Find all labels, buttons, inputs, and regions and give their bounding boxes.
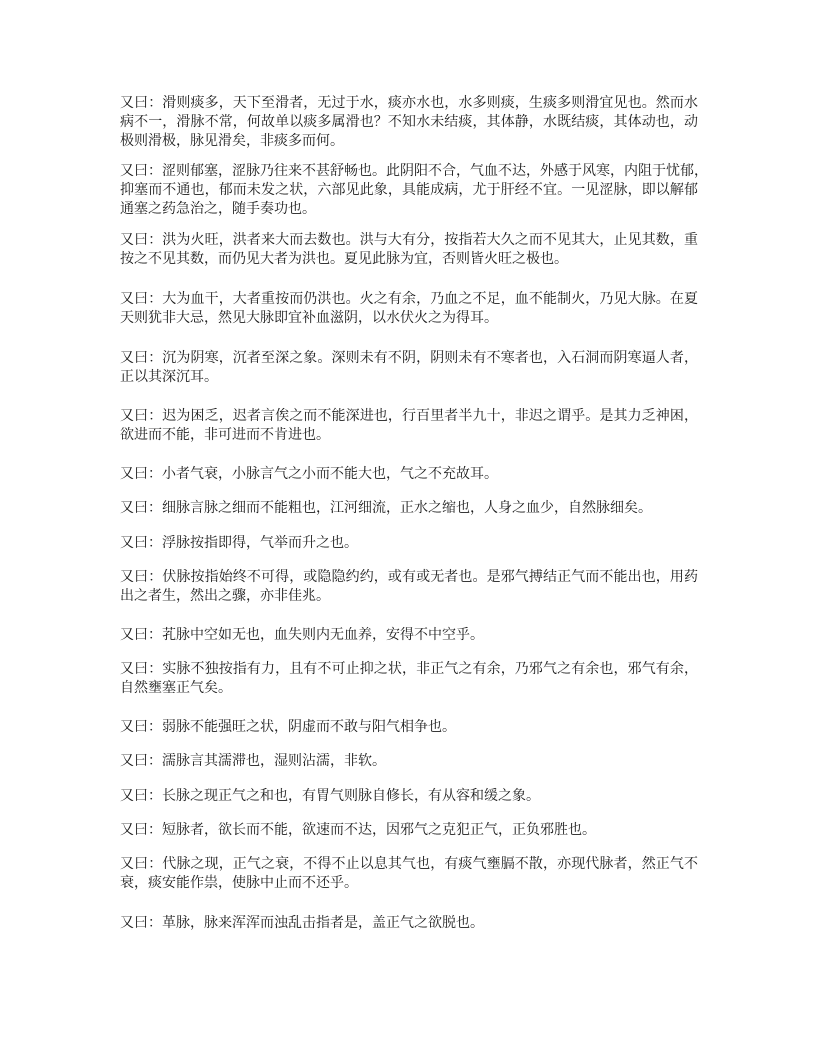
paragraph-leather-pulse (120, 914, 698, 933)
text-line: 又曰：芤脉中空如无也，血失则内无血养，安得不中空乎。 (120, 628, 484, 643)
text-line: 又曰：濡脉言其濡滞也，湿则沾濡，非软。 (120, 754, 386, 769)
text-line: 按之不见其数，而仍见大者为洪也。夏见此脉为宜，否则皆火旺之极也。 (120, 252, 568, 267)
text-line: 又曰：实脉不独按指有力，且有不可止抑之状，非正气之有余，乃邪气之有余也，邪气有余， (120, 662, 698, 677)
text-line: 又曰：洪为火旺，洪者来大而去数也。洪与大有分，按指若大久之而不见其大，止见其数，重 (120, 233, 698, 248)
paragraph-rough-pulse (120, 162, 708, 219)
paragraph-hidden-pulse (120, 568, 698, 606)
paragraph-slow-pulse (120, 407, 698, 445)
text-line: 极则滑极，脉见滑矣，非痰多而何。 (120, 134, 344, 149)
paragraph-large-pulse (120, 290, 698, 328)
text-line: 又曰：长脉之现正气之和也，有胃气则脉自修长，有从容和缓之象。 (120, 789, 540, 804)
text-line: 又曰：代脉之现，正气之衰，不得不止以息其气也，有痰气壅膈不散，亦现代脉者，然正气不 (120, 857, 698, 872)
paragraph-weak-pulse (120, 718, 698, 737)
text-line: 又曰：迟为困乏，迟者言俟之而不能深进也，行百里者半九十，非迟之谓乎。是其力乏神困， (120, 409, 698, 424)
text-line: 又曰：大为血干，大者重按而仍洪也。火之有余，乃血之不足，血不能制火，乃见大脉。在夏 (120, 292, 698, 307)
paragraph-floating-pulse (120, 534, 698, 553)
paragraph-long-pulse (120, 787, 698, 806)
text-line: 抑塞而不通也，郁而未发之状，六部见此象，具能成病，尤于肝经不宜。一见涩脉，即以解郁 (120, 183, 698, 198)
paragraph-slippery-pulse (120, 94, 698, 151)
paragraph-deep-pulse (120, 349, 698, 387)
paragraph-thin-pulse (120, 499, 698, 518)
text-line: 又曰：弱脉不能强旺之状，阴虚而不敢与阳气相争也。 (120, 720, 456, 735)
paragraph-surging-pulse (120, 231, 698, 269)
text-line: 又曰：小者气衰，小脉言气之小而不能大也，气之不充故耳。 (120, 467, 498, 482)
paragraph-short-pulse (120, 821, 698, 840)
text-line: 又曰：革脉，脉来浑浑而浊乱击指者是，盖正气之欲脱也。 (120, 916, 484, 931)
text-line: 天则犹非大忌，然见大脉即宜补血滋阴，以水伏火之为得耳。 (120, 311, 498, 326)
paragraph-small-pulse (120, 465, 698, 484)
paragraph-soggy-pulse (120, 752, 698, 771)
text-line: 正以其深沉耳。 (120, 370, 218, 385)
text-line: 自然壅塞正气矣。 (120, 681, 232, 696)
text-line: 病不一，滑脉不常，何故单以痰多属滑也？不知水未结痰，其体静，水既结痰，其体动也，动 (120, 115, 698, 130)
text-line: 又曰：涩则郁塞，涩脉乃往来不甚舒畅也。此阴阳不合，气血不达，外感于风寒，内阻于忧郁， (120, 164, 708, 179)
text-line: 衰，痰安能作祟，使脉中止而不还乎。 (120, 876, 358, 891)
text-line: 又曰：伏脉按指始终不可得，或隐隐约约，或有或无者也。是邪气搏结正气而不能出也，用药 (120, 570, 698, 585)
text-line: 又曰：沉为阴寒，沉者至深之象。深则未有不阴，阴则未有不寒者也，入石洞而阴寒逼人者， (120, 351, 698, 366)
text-line: 又曰：短脉者，欲长而不能，欲速而不达，因邪气之克犯正气，正负邪胜也。 (120, 823, 596, 838)
text-line: 又曰：滑则痰多，天下至滑者，无过于水，痰亦水也，水多则痰，生痰多则滑宜见也。然而水 (120, 96, 698, 111)
text-line: 出之者生，然出之骤，亦非佳兆。 (120, 589, 330, 604)
text-line: 欲进而不能，非可进而不肯进也。 (120, 428, 330, 443)
text-line: 通塞之药急治之，随手奏功也。 (120, 202, 316, 217)
paragraph-hollow-pulse (120, 626, 698, 645)
paragraph-intermittent-pulse (120, 855, 698, 893)
text-line: 又曰：浮脉按指即得，气举而升之也。 (120, 536, 358, 551)
text-line: 又曰：细脉言脉之细而不能粗也，江河细流，正水之缩也，人身之血少，自然脉细矣。 (120, 501, 652, 516)
paragraph-replete-pulse (120, 660, 698, 698)
